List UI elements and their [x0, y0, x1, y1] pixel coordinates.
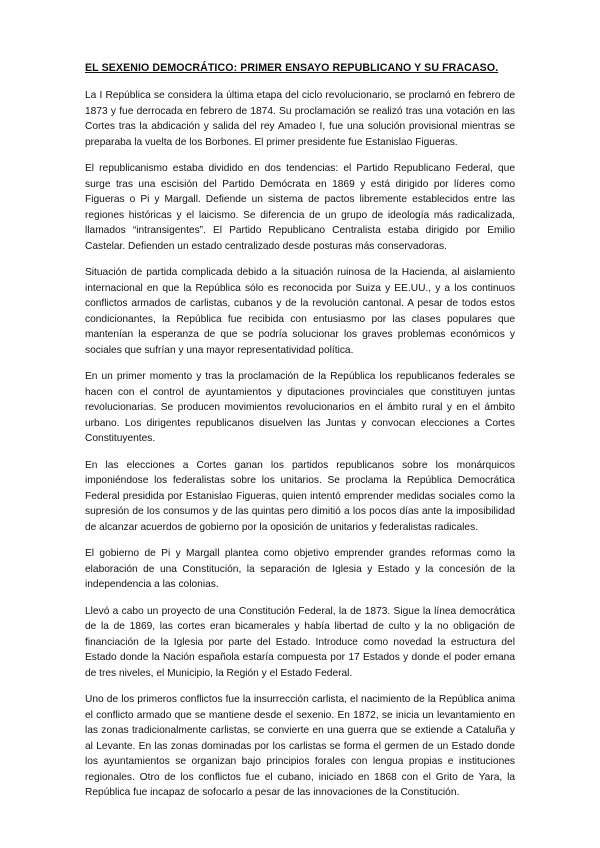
paragraph: En un primer momento y tras la proclamación de la República los republicanos federales se hacen con el control de ayuntamientos y diputaciones provinciales que constituyen juntas revolucionarias. Se producen movimientos revolucionarios en el ámbito rural y en el ámbito urbano. Los dirigentes republicanos disuelven las Juntas y convocan elecciones a Cortes Constituyentes. — [85, 371, 515, 444]
paragraph: Uno de los primeros conflictos fue la insurrección carlista, el nacimiento de la República anima el conflicto armado que se mantiene desde el sexenio. En 1872, se inicia un levantamiento en las zonas tradicionalmente carlistas, se convierte en una guerra que se extiende a Cataluña y al Levante. En las zonas dominadas por los carlistas se forma el germen de un Estado donde los ayuntamientos se organizan bajo principios forales con lengua propias e instituciones regionales. Otro de los conflictos fue el cubano, iniciado en 1868 con el Grito de Yara, la República fue incapaz de sofocarlo a pesar de las innovaciones de la Constitución. — [85, 694, 515, 798]
paragraph: En las elecciones a Cortes ganan los partidos republicanos sobre los monárquicos imponiéndose los federalistas sobre los unitarios. Se proclama la República Democrática Federal presidida por Estanislao Figueras, quien intentó emprender medidas sociales como la supresión de los consumos y de las quintas pero dimitió a los pocos días ante la imposibilidad de alcanzar acuerdos de gobierno por la oposición de unitarios y federalistas radicales. — [85, 459, 515, 533]
paragraph: Situación de partida complicada debido a la situación ruinosa de la Hacienda, al aislamiento internacional en que la República sólo es reconocida por Suiza y EE.UU., y a los continuos conflictos armados de carlistas, cubanos y de la revolución cantonal. A pesar de todos estos condicionantes, la República fue recibida con entusiasmo por las clases populares que mantenían la esperanza de que se podría solucionar los graves problemas económicos y sociales que sufrían y una mayor representatividad política. — [85, 267, 515, 356]
paragraph: Llevó a cabo un proyecto de una Constitución Federal, la de 1873. Sigue la línea democrática de la de 1869, las cortes eran bicamerales y había libertad de culto y la no obligación de financiación de la Iglesia por parte del Estado. Introduce como novedad la estructura del Estado donde la Nación española estaría compuesta por 17 Estados y donde el poder emana de tres niveles, el Municipio, la Región y el Estado Federal. — [85, 605, 515, 679]
paragraph: El gobierno de Pi y Margall plantea como objetivo emprender grandes reformas como la elaboración de una Constitución, la separación de Iglesia y Estado y la concesión de la independencia a las colonias. — [85, 548, 515, 590]
document-title: EL SEXENIO DEMOCRÁTICO: PRIMER ENSAYO REPUBLICANO Y SU FRACASO. — [85, 62, 499, 74]
paragraph: La I República se considera la última etapa del ciclo revolucionario, se proclamó en febrero de 1873 y fue derrocada en febrero de 1874. Su proclamación se realizó tras una votación en las Cortes tras la abdicación y salida del rey Amadeo I, fue una solución provisional mientras se preparaba la vuelta de los Borbones. El primer presidente fue Estanislao Figueras. — [85, 90, 515, 148]
paragraph: El republicanismo estaba dividido en dos tendencias: el Partido Republicano Federal, que surge tras una escisión del Partido Demócrata en 1869 y está dirigido por líderes como Figueras o Pi y Margall. Defiende un sistema de pactos libremente establecidos entre las regiones históricas y el laicismo. Se diferencia de un grupo de ideología más radicalizada, llamados “intransigentes”. El Partido Republicano Centralista estaba dirigido por Emilio Castelar. Defienden un estado centralizado desde posturas más conservadoras. — [85, 163, 515, 252]
